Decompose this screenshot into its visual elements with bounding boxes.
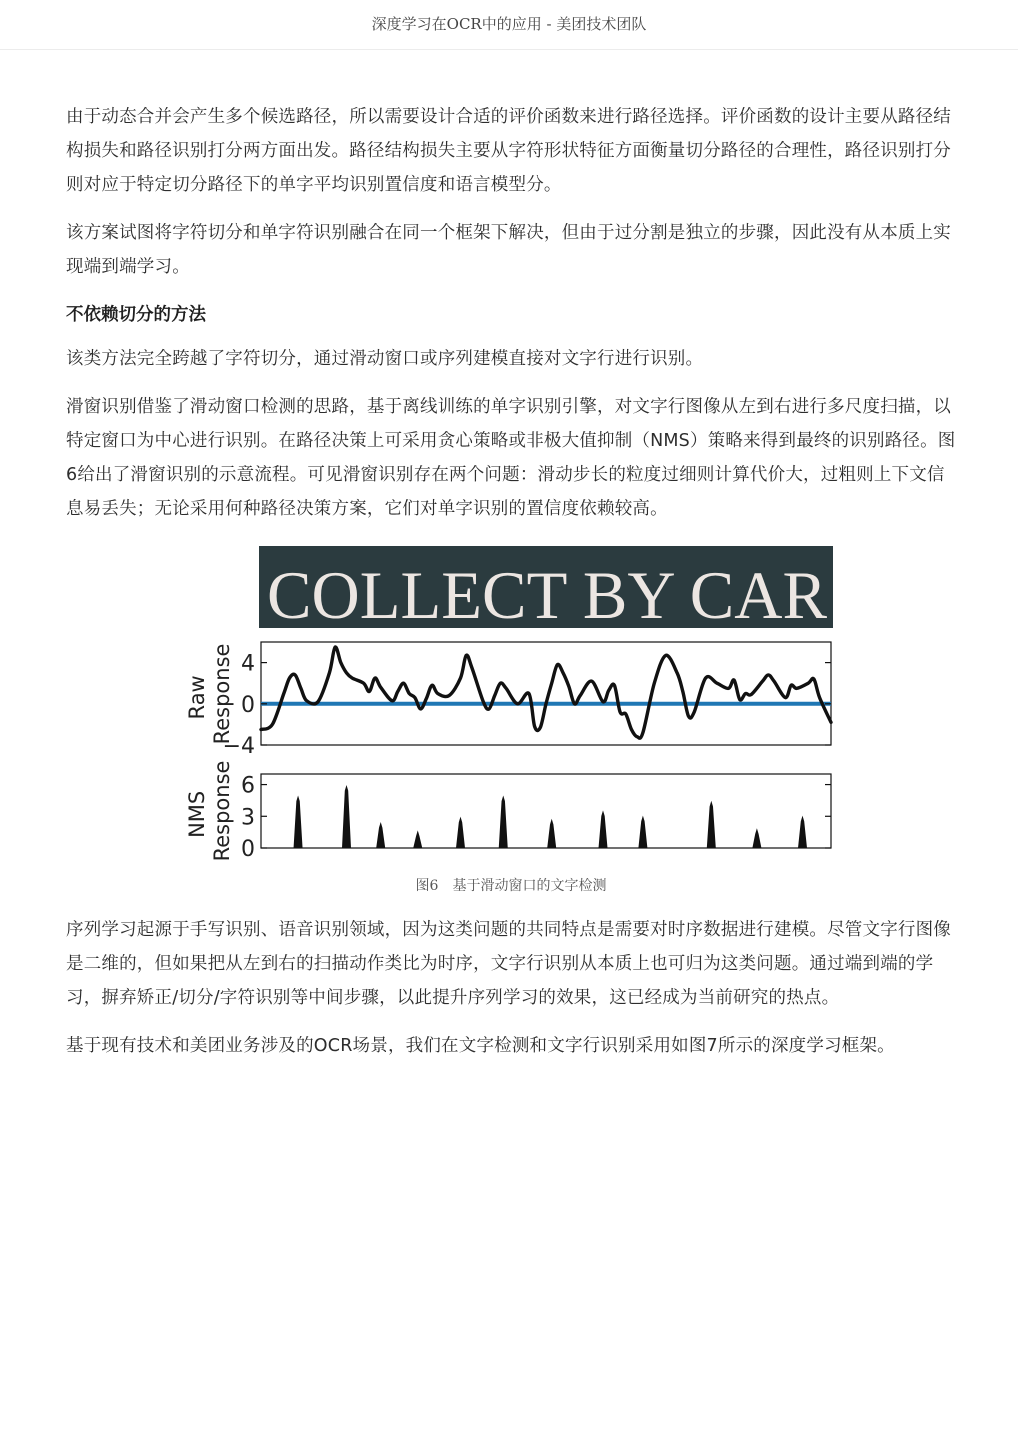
paragraph-sequence-learning: 序列学习起源于手写识别、语音识别领域，因为这类问题的共同特点是需要对时序数据进行建模。尽管文字行图像是二维的，但如果把从左到右的扫描动作类比为时序，文字行识别从本质上也可归为这类问题。通过端到端的学习，摒弃矫正/切分/字符识别等中间步骤，以此提升序列学习的效果，这已经成为当前研究的热点。 [66, 920, 951, 1008]
nms-ytick-label: 3 [241, 805, 255, 831]
nms-peak [377, 824, 385, 848]
raw-ylabel [185, 644, 234, 745]
raw-ylabel-line1: Raw [185, 675, 209, 720]
nms-peak [707, 803, 715, 848]
nms-peak [599, 812, 607, 848]
nms-peak [343, 787, 351, 848]
raw-response-series [261, 647, 831, 738]
nms-peak [457, 818, 465, 848]
nms-peak [639, 817, 647, 848]
nms-peak [753, 830, 761, 848]
nms-ytick-label: 0 [241, 837, 255, 862]
raw-ytick-label: 4 [241, 651, 255, 677]
nms-peak [799, 817, 807, 848]
paragraph-no-segmentation: 该类方法完全跨越了字符切分，通过滑动窗口或序列建模直接对文字行进行识别。 [66, 349, 704, 369]
paragraph-path-evaluation: 由于动态合并会产生多个候选路径，所以需要设计合适的评价函数来进行路径选择。评价函数的设计主要从路径结构损失和路径识别打分两方面出发。路径结构损失主要从字符形状特征方面衡量切分路径的合理性，路径识别打分则对应于特定切分路径下的单字平均识别置信度和语言模型分。 [66, 107, 951, 195]
figure-6 [66, 546, 956, 895]
nms-peak [548, 821, 556, 848]
paragraph-sliding-window: 滑窗识别借鉴了滑动窗口检测的思路，基于离线训练的单字识别引擎，对文字行图像从左到右进行多尺度扫描，以特定窗口为中心进行识别。在路径决策上可采用贪心策略或非极大值抑制（NMS）策略来得到最终的识别路径。图6给出了滑窗识别的示意流程。可见滑窗识别存在两个问题：滑动步长的粒度过细则计算代价大，过粗则上下文信息易丢失；无论采用何种路径决策方案，它们对单字识别的置信度依赖较高。 [66, 397, 956, 519]
paragraph-framework: 基于现有技术和美团业务涉及的OCR场景，我们在文字检测和文字行识别采用如图7所示的深度学习框架。 [66, 1036, 895, 1056]
nms-peak [414, 832, 422, 848]
nms-ylabel [185, 761, 234, 862]
page-header-title: 深度学习在OCR中的应用 - 美团技术团队 [371, 15, 647, 33]
figure-caption: 图6 基于滑动窗口的文字检测 [415, 878, 607, 894]
nms-ytick-label: 6 [241, 773, 255, 799]
raw-ytick-label: 0 [241, 692, 255, 718]
raw-ytick-label: −4 [222, 734, 255, 759]
nms-ylabel-line1: NMS [185, 790, 209, 838]
article-content [66, 100, 956, 1077]
nms-peak [294, 797, 302, 848]
sliding-window-figure [66, 546, 956, 871]
paragraph-fusion-limitation: 该方案试图将字符切分和单字符识别融合在同一个框架下解决，但由于过分割是独立的步骤，因此没有从本质上实现端到端学习。 [66, 223, 951, 277]
page-header [0, 0, 1018, 50]
text-line-image-text: COLLECT BY CAR [267, 557, 828, 633]
nms-peak [499, 797, 507, 848]
section-heading: 不依赖切分的方法 [66, 305, 206, 325]
raw-ylabel-line2: Response [210, 643, 234, 745]
nms-ylabel-line2: Response [210, 760, 234, 862]
